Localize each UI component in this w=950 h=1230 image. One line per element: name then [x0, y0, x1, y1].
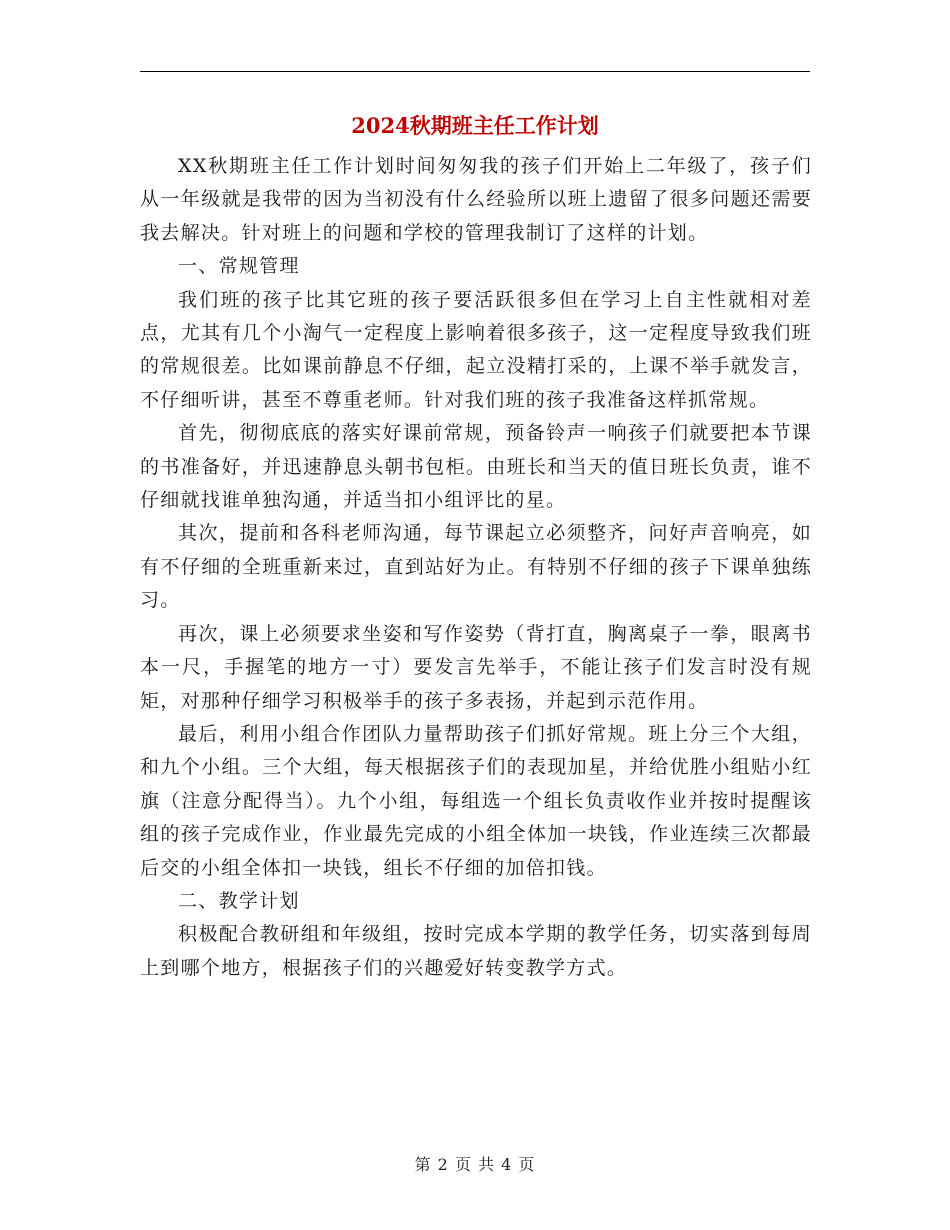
section-heading-teaching: 二、教学计划	[178, 889, 300, 912]
paragraph-first: 首先，彻彻底底的落实好课前常规，预备铃声一响孩子们就要把本节课的书准备好，并迅速静息头朝书包柜。由班长和当天的值日班长负责，谁不仔细就找谁单独沟通，并适当扣小组评比的星。	[140, 422, 812, 512]
paragraph-second: 其次，提前和各科老师沟通，每节课起立必须整齐，问好声音响亮，如有不仔细的全班重新来过，直到站好为止。有特别不仔细的孩子下课单独练习。	[140, 522, 812, 612]
paragraph-teaching: 积极配合教研组和年级组，按时完成本学期的教学任务，切实落到每周上到哪个地方，根据孩子们的兴趣爱好转变教学方式。	[140, 923, 812, 979]
section-heading-routine: 一、常规管理	[178, 255, 300, 278]
document-title: 2024秋期班主任工作计划	[351, 113, 599, 138]
paragraph-third: 再次，课上必须要求坐姿和写作姿势（背打直，胸离桌子一拳，眼离书本一尺，手握笔的地方一寸）要发言先举手，不能让孩子们发言时没有规矩，对那种仔细学习积极举手的孩子多表扬，并起到示范作用。	[140, 622, 812, 712]
paragraph-intro: XX秋期班主任工作计划时间匆匆我的孩子们开始上二年级了，孩子们从一年级就是我带的因为当初没有什么经验所以班上遗留了很多问题还需要我去解决。针对班上的问题和学校的管理我制订了这样的计划。	[140, 155, 812, 244]
document-body	[140, 150, 812, 985]
page-number: 第 2 页 共 4 页	[414, 1155, 536, 1174]
paragraph-routine-overview: 我们班的孩子比其它班的孩子要活跃很多但在学习上自主性就相对差点，尤其有几个小淘气一定程度上影响着很多孩子，这一定程度导致我们班的常规很差。比如课前静息不仔细，起立没精打采的，上课不举手就发言，不仔细听讲，甚至不尊重老师。针对我们班的孩子我准备这样抓常规。	[140, 288, 812, 411]
header-rule	[140, 71, 810, 72]
paragraph-finally: 最后，利用小组合作团队力量帮助孩子们抓好常规。班上分三个大组，和九个小组。三个大组，每天根据孩子们的表现加星，并给优胜小组贴小红旗（注意分配得当）。九个小组，每组选一个组长负责收作业并按时提醒该组的孩子完成作业，作业最先完成的小组全体加一块钱，作业连续三次都最后交的小组全体扣一块钱，组长不仔细的加倍扣钱。	[140, 722, 812, 879]
